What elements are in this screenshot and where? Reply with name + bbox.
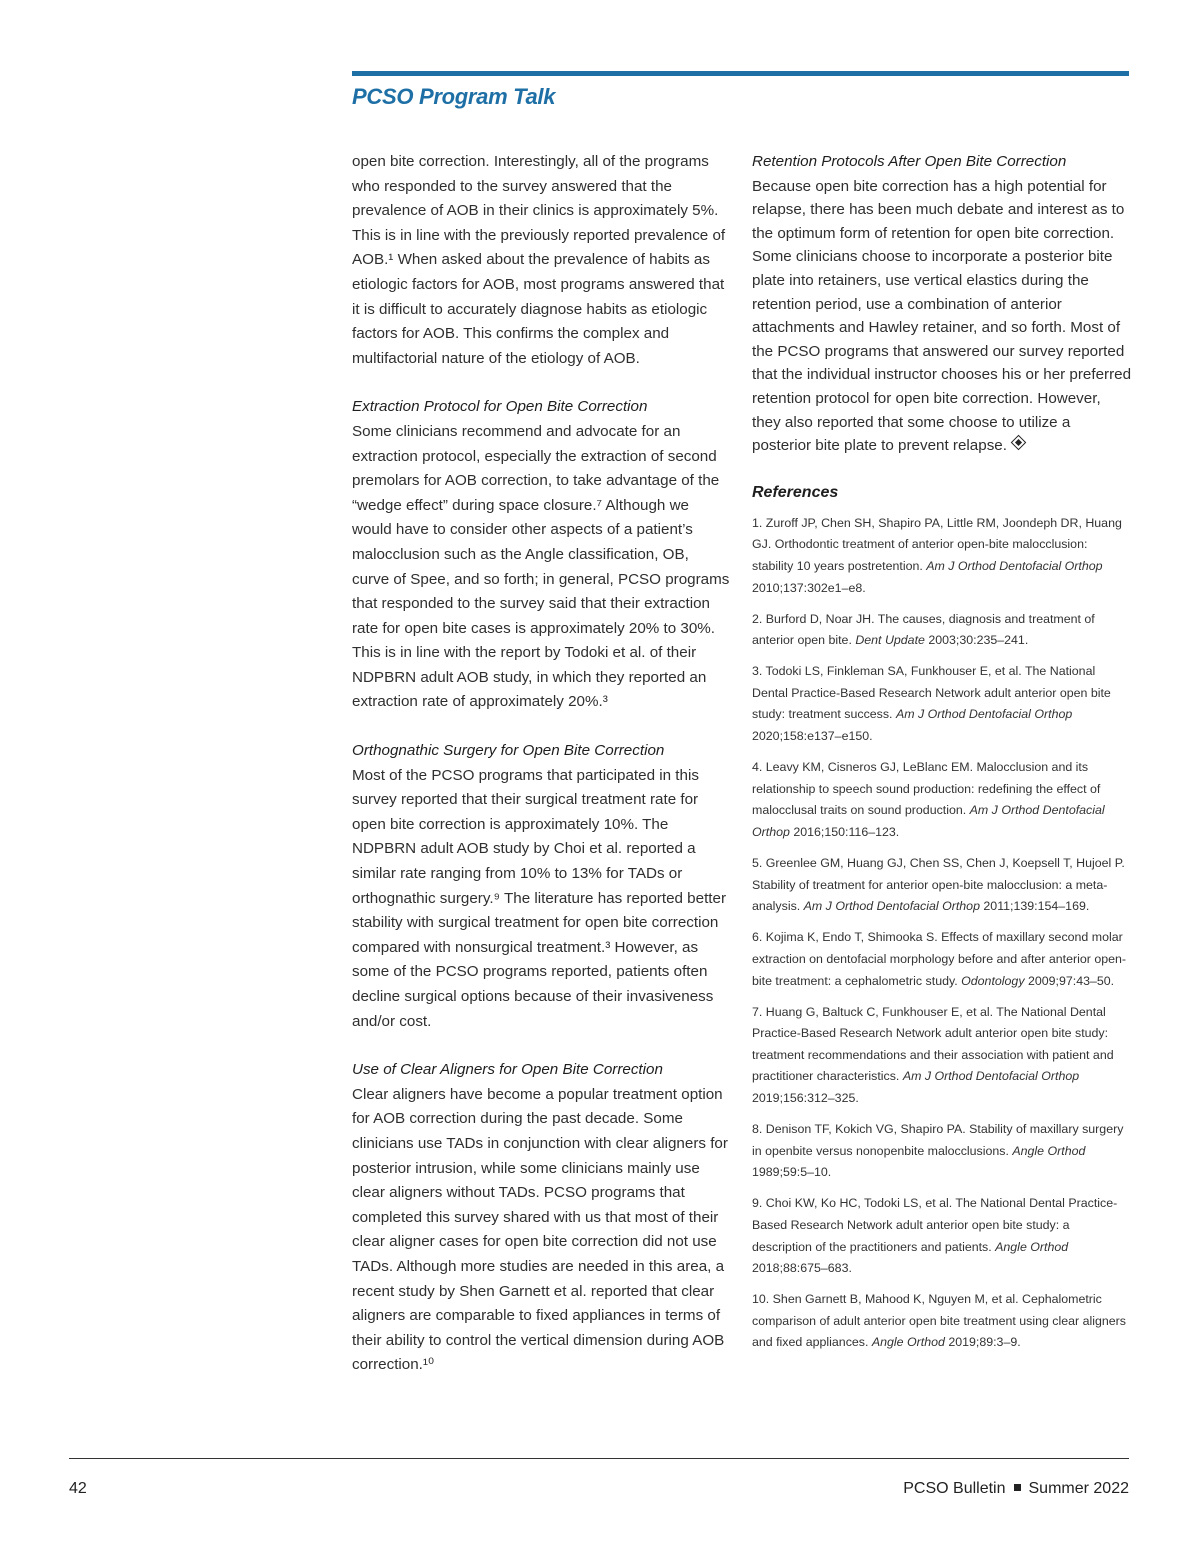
page-number: 42	[69, 1480, 87, 1497]
reference-item: 3. Todoki LS, Finkleman SA, Funkhouser E, et al. The National Dental Practice-Based Research Network adult anterior open bite study: treatment success. Am J Orthod Dentofacial Orthop 2020;158:e137–e150.	[752, 664, 1111, 744]
extraction-paragraph: Some clinicians recommend and advocate for an extraction protocol, especially the extraction of second premolars for AOB correction, to take advantage of the “wedge effect” during space closure.⁷ Although we would have to consider other aspects of a patient’s malocclusion such as the Angle classification, OB, curve of Spee, and so forth; in general, PCSO programs that responded to the survey said that their extraction rate for open bite cases is approximately 20% to 30%. This is in line with the report by Todoki et al. of their NDPBRN adult AOB study, in which they reported an extraction rate of approximately 20%.³	[352, 422, 730, 711]
retention-paragraph	[752, 175, 1132, 458]
reference-item: 6. Kojima K, Endo T, Shimooka S. Effects of maxillary second molar extraction on dentofacial morphology before and after anterior open-bite treatment: a cephalometric study. Odontology 2009;97:43–50.	[752, 930, 1127, 988]
left-column	[352, 150, 730, 1378]
reference-item: 4. Leavy KM, Cisneros GJ, LeBlanc EM. Malocclusion and its relationship to speech sound production: redefining the effect of malocclusal traits on sound production. Am J Orthod Dentofacial Orthop 2016;150:116–123.	[752, 760, 1105, 839]
section-title: PCSO Program Talk	[352, 84, 556, 109]
footer-rule	[69, 1458, 1129, 1459]
extraction-heading: Extraction Protocol for Open Bite Correction	[352, 398, 648, 416]
reference-item: 8. Denison TF, Kokich VG, Shapiro PA. Stability of maxillary surgery in openbite versus nonopenbite malocclusions. Angle Orthod 1989;59:5–10.	[752, 1122, 1124, 1180]
reference-item: 9. Choi KW, Ko HC, Todoki LS, et al. The National Dental Practice-Based Research Network adult anterior open bite study: a description of the practitioners and patients. Angle Orthod 2018;88:675–683.	[752, 1196, 1118, 1276]
surgery-heading: Orthognathic Surgery for Open Bite Correction	[352, 742, 665, 760]
issue-date: Summer 2022	[1028, 1480, 1129, 1497]
references-list	[752, 513, 1132, 1354]
references-heading: References	[752, 483, 839, 501]
retention-text: Because open bite correction has a high potential for relapse, there has been much debate and interest as to the optimum form of retention for open bite correction. Some clinicians choose to incorporate a posterior bite plate into retainers, use vertical elastics during the retention period, use a combination of anterior attachments and Hawley retainer, and so forth. Most of the PCSO programs that answered our survey reported that the individual instructor chooses his or her preferred retention protocol for open bite correction. However, they also reported that some choose to utilize a posterior bite plate to prevent relapse.	[752, 177, 1132, 455]
surgery-paragraph: Most of the PCSO programs that participated in this survey reported that their surgical treatment rate for open bite correction is approximately 10%. The NDPBRN adult AOB study by Choi et al. reported a similar rate ranging from 10% to 13% for TADs or orthognathic surgery.⁹ The literature has reported better stability with surgical treatment for open bite correction compared with nonsurgical treatment.³ However, as some of the PCSO programs reported, patients often decline surgical options because of their invasiveness and/or cost.	[352, 766, 727, 1030]
reference-item: 1. Zuroff JP, Chen SH, Shapiro PA, Little RM, Joondeph DR, Huang GJ. Orthodontic treatment of anterior open-bite malocclusion: stability 10 years postretention. Am J Orthod Dentofacial Orthop 2010;137:302e1–e8.	[752, 515, 1122, 595]
aligners-heading: Use of Clear Aligners for Open Bite Correction	[352, 1061, 663, 1079]
diamond-end-mark-icon	[1011, 435, 1027, 451]
intro-paragraph: open bite correction. Interestingly, all of the programs who responded to the survey answered that the prevalence of AOB in their clinics is approximately 5%. This is in line with the previously reported prevalence of AOB.¹ When asked about the prevalence of habits as etiologic factors for AOB, most programs answered that it is difficult to accurately diagnose habits as etiologic factors for AOB. This confirms the complex and multifactorial nature of the etiology of AOB.	[352, 153, 726, 367]
square-bullet-icon	[1014, 1484, 1021, 1491]
publication-info	[903, 1480, 1129, 1498]
reference-item: 5. Greenlee GM, Huang GJ, Chen SS, Chen J, Koepsell T, Hujoel P. Stability of treatment for anterior open-bite malocclusion: a meta-analysis. Am J Orthod Dentofacial Orthop 2011;139:154–169.	[752, 856, 1125, 914]
retention-heading: Retention Protocols After Open Bite Correction	[752, 153, 1067, 170]
publication-name: PCSO Bulletin	[903, 1480, 1006, 1497]
reference-item: 2. Burford D, Noar JH. The causes, diagnosis and treatment of anterior open bite. Dent Update 2003;30:235–241.	[752, 611, 1095, 648]
header-accent-rule	[352, 71, 1129, 76]
reference-item: 7. Huang G, Baltuck C, Funkhouser E, et al. The National Dental Practice-Based Research Network adult anterior open bite study: treatment recommendations and their association with patient and practitioner characteristics. Am J Orthod Dentofacial Orthop 2019;156:312–325.	[752, 1004, 1114, 1105]
aligners-paragraph: Clear aligners have become a popular treatment option for AOB correction during the past decade. Some clinicians use TADs in conjunction with clear aligners for posterior intrusion, while some clinicians mainly use clear aligners without TADs. PCSO programs that completed this survey shared with us that most of their clear aligner cases for open bite correction did not use TADs. Although more studies are needed in this area, a recent study by Shen Garnett et al. reported that clear aligners are comparable to fixed appliances in terms of their ability to control the vertical dimension during AOB correction.¹⁰	[352, 1085, 728, 1374]
right-column	[752, 150, 1132, 1364]
reference-item: 10. Shen Garnett B, Mahood K, Nguyen M, et al. Cephalometric comparison of adult anterior open bite treatment using clear aligners and fixed appliances. Angle Orthod 2019;89:3–9.	[752, 1292, 1126, 1350]
